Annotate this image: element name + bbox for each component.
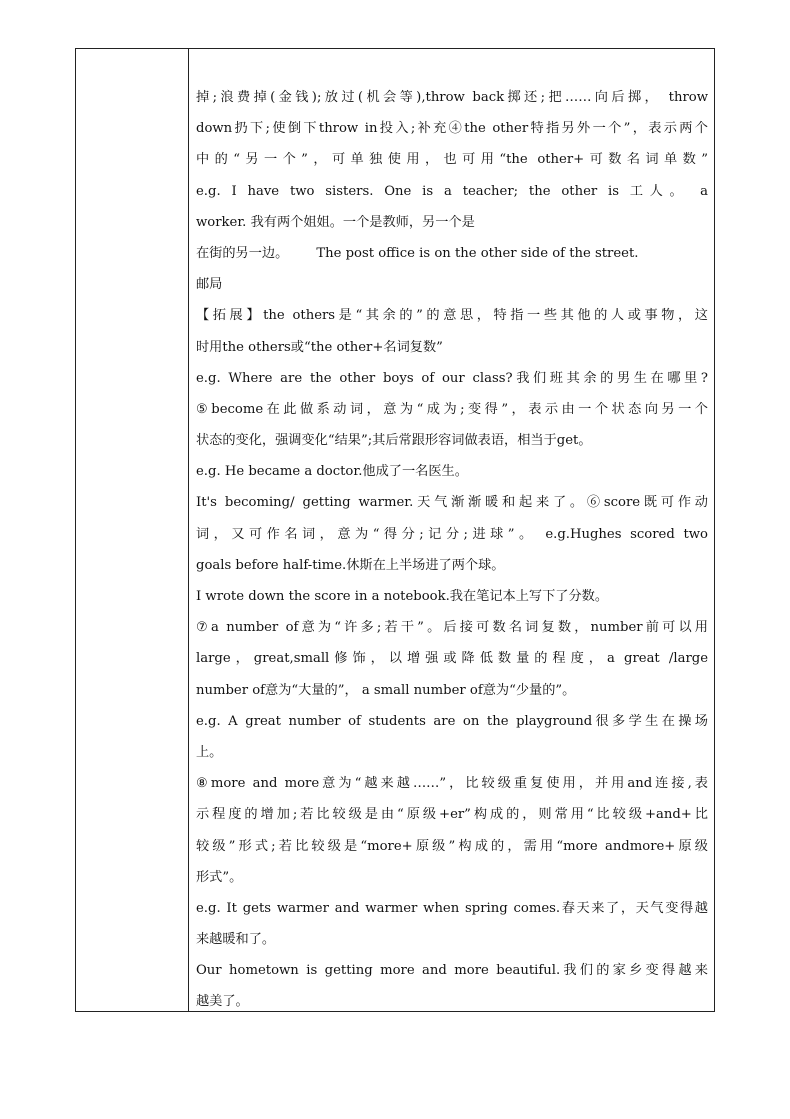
text-line: 【拓展】the others是“其余的”的意思，特指一些其他的人或事物，这 bbox=[196, 308, 708, 324]
content-table bbox=[75, 48, 715, 1012]
text-line: 来越暖和了。 bbox=[196, 932, 276, 948]
text-line: e.g. Where are the other boys of our class?我们班其余的男生在哪里? bbox=[196, 370, 708, 386]
notes-cell bbox=[189, 49, 714, 1011]
text-line: e.g. It gets warmer and warmer when spring comes.春天来了，天气变得越 bbox=[196, 900, 708, 916]
text-line: 中的“另一个”，可单独使用，也可用“the other+可数名词单数” bbox=[196, 152, 708, 168]
text-line: 示程度的增加;若比较级是由“原级+er”构成的，则常用“比较级+and+比 bbox=[196, 807, 708, 823]
text-line: 较级”形式;若比较级是“more+原级”构成的，需用“more andmore+原级 bbox=[196, 838, 708, 854]
left-column-cell bbox=[76, 49, 189, 1011]
text-line: e.g. I have two sisters. One is a teacher; the other is 工人。 a bbox=[196, 183, 708, 199]
text-line: e.g. He became a doctor.他成了一名医生。 bbox=[196, 464, 468, 480]
text-line: It's becoming/ getting warmer.天气渐渐暖和起来了。⑥score既可作动 bbox=[196, 495, 708, 511]
text-line: down扔下;使倒下throw in投入;补充④the other特指另外一个”，表示两个 bbox=[196, 121, 708, 137]
text-line: 形式”。 bbox=[196, 869, 243, 885]
text-line bbox=[196, 238, 708, 269]
text-line: ⑤become在此做系动词，意为“成为;变得”，表示由一个状态向另一个 bbox=[196, 401, 708, 417]
text-line: ⑧more and more意为“越来越……”，比较级重复使用，并用and连接,表 bbox=[196, 776, 708, 792]
text-line: 邮局 bbox=[196, 277, 223, 293]
text-line: number of意为“大量的”， a small number of意为“少量的”。 bbox=[196, 682, 576, 698]
text-segment: 在街的另一边。 bbox=[196, 245, 289, 261]
text-line: e.g. A great number of students are on the playground很多学生在操场 bbox=[196, 713, 708, 729]
text-line: Our hometown is getting more and more beautiful.我们的家乡变得越来 bbox=[196, 963, 708, 979]
text-line: worker. 我有两个姐姐。一个是教师，另一个是 bbox=[196, 214, 475, 230]
text-line: I wrote down the score in a notebook.我在笔记本上写下了分数。 bbox=[196, 589, 609, 604]
text-line: 越美了。 bbox=[196, 994, 249, 1010]
text-line: large，great,small修饰，以增强或降低数量的程度，a great /large bbox=[196, 651, 708, 667]
text-segment: The post office is on the other side of the street. bbox=[316, 245, 639, 261]
text-line: 上。 bbox=[196, 744, 223, 760]
text-line: 状态的变化，强调变化“结果”;其后常跟形容词做表语，相当于get。 bbox=[196, 433, 592, 449]
text-line: goals before half-time.休斯在上半场进了两个球。 bbox=[196, 557, 505, 573]
text-line: 时用the others或“the other+名词复数” bbox=[196, 339, 443, 355]
text-line: ⑦a number of意为“许多;若干”。后接可数名词复数，number前可以用 bbox=[196, 620, 708, 636]
text-line: 掉;浪费掉(金钱);放过(机会等),throw back掷还;把……向后掷， throw bbox=[196, 90, 708, 105]
text-line: 词，又可作名词，意为“得分;记分;进球”。 e.g.Hughes scored two bbox=[196, 526, 708, 542]
